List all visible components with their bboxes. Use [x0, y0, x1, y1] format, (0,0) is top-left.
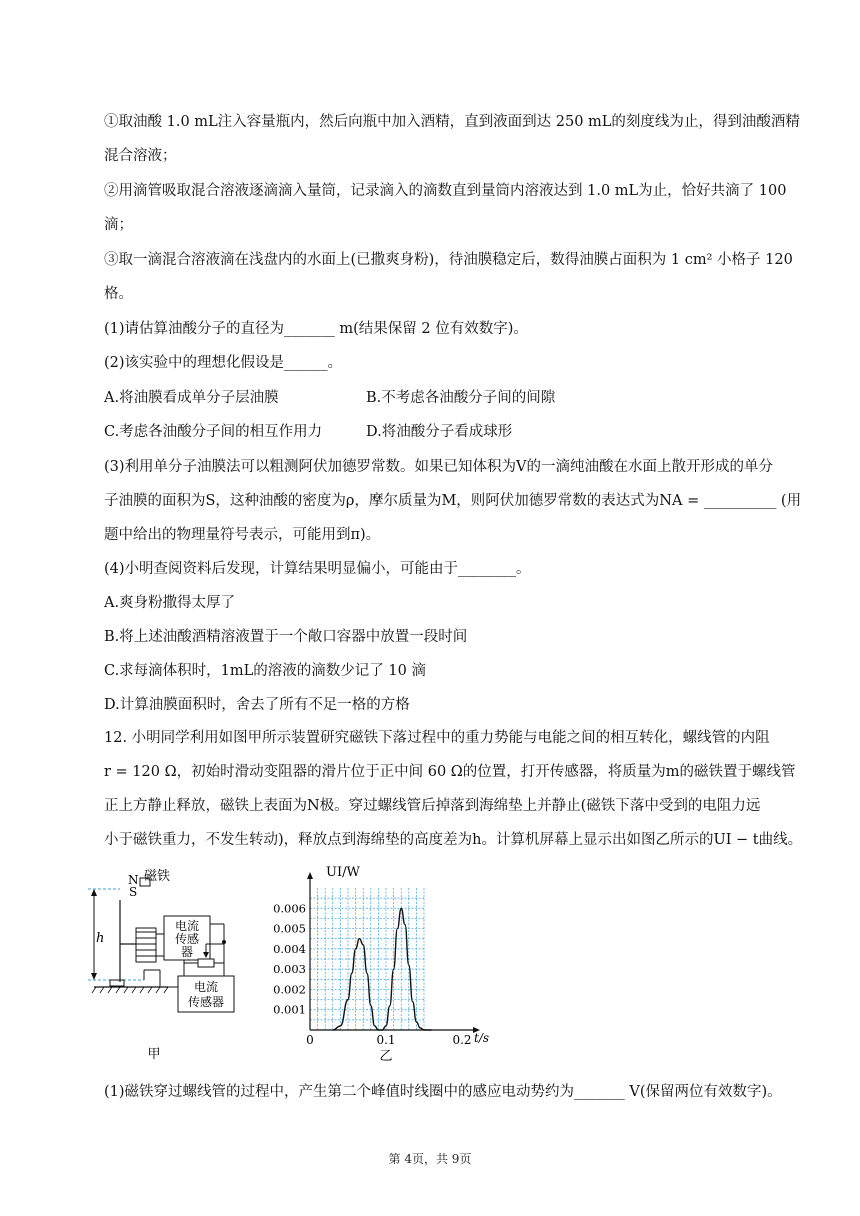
option-2b: B.不考虑各油酸分子间的间隙	[366, 390, 556, 406]
option-2d: D.将油酸分子看成球形	[366, 424, 513, 440]
sensor-bottom-line1: 电流	[193, 980, 219, 994]
question-4: (4)小明查阅资料后发现，计算结果明显偏小，可能由于________。	[104, 561, 531, 577]
problem-12-line1: 12. 小明同学利用如图甲所示装置研究磁铁下落过程中的重力势能与电能之间的相互转化，螺线管的内阻	[104, 730, 770, 746]
y-tick-label: 0.006	[273, 901, 306, 916]
problem-12-line3: 正上方静止释放，磁铁上表面为N极。穿过螺线管后掉落到海绵垫上并静止(磁铁下落中受到的电阻力远	[104, 798, 761, 814]
step2-line1: ②用滴管吸取混合溶液逐滴滴入量筒，记录滴入的滴数直到量筒内溶液达到 1.0 mL为止，恰好共滴了 100	[104, 183, 787, 199]
option-2a: A.将油膜看成单分子层油膜	[104, 390, 279, 406]
figure-yi-chart	[266, 860, 496, 1066]
sensor-top-line3: 器	[180, 945, 194, 959]
sensor-top-line1: 电流	[174, 919, 200, 933]
y-tick-label: 0.002	[273, 982, 306, 997]
sensor-bottom-line2: 传感器	[187, 995, 225, 1009]
figure-jia-apparatus	[84, 864, 254, 1064]
y-tick-label: 0.001	[273, 1002, 306, 1017]
question-3-line1: (3)利用单分子油膜法可以粗测阿伏加德罗常数。如果已知体积为V的一滴纯油酸在水面上散开形成的单分	[104, 459, 774, 475]
y-axis-label: UI/W	[326, 865, 360, 880]
label-magnet: 磁铁	[144, 869, 171, 884]
option-2c: C.考虑各油酸分子间的相互作用力	[104, 424, 323, 440]
y-axis-arrow	[307, 872, 313, 879]
page-footer: 第 4页，共 9页	[388, 1152, 472, 1166]
caption-jia: 甲	[147, 1047, 161, 1062]
label-h: h	[96, 931, 105, 946]
caption-yi: 乙	[379, 1049, 393, 1064]
step3-line2: 格。	[104, 286, 133, 302]
sensor-top-line2: 传感	[174, 932, 200, 946]
y-tick-label: 0.003	[273, 962, 306, 977]
question-1: (1)请估算油酸分子的直径为_______ m(结果保留 2 位有效数字)。	[104, 321, 528, 337]
step2-line2: 滴；	[104, 217, 133, 233]
chart-grid	[310, 888, 424, 1030]
step1-line2: 混合溶液；	[104, 148, 177, 164]
step3-line1: ③取一滴混合溶液滴在浅盘内的水面上(已撒爽身粉)，待油膜稳定后，数得油膜占面积为 1 cm² 小格子 120	[104, 252, 793, 268]
question-12-1: (1)磁铁穿过螺线管的过程中，产生第二个峰值时线圈中的感应电动势约为_______ V(保留两位有效数字)。	[104, 1084, 782, 1100]
chart-ticks	[273, 901, 471, 1047]
option-4c: C.求每滴体积时，1mL的溶液的滴数少记了 10 滴	[104, 663, 426, 679]
question-3-line2: 子油膜的面积为S，这种油酸的密度为ρ，摩尔质量为M，则阿伏加德罗常数的表达式为NA = __________ (用	[104, 493, 802, 509]
question-3-line3: 题中给出的物理量符号表示，可能用到π)。	[104, 527, 381, 543]
problem-12-line4: 小于磁铁重力，不发生转动)，释放点到海绵垫的高度差为h。计算机屏幕上显示出如图乙所示的UI − t曲线。	[104, 832, 803, 848]
question-2: (2)该实验中的理想化假设是______。	[104, 355, 343, 371]
step1-line1: ①取油酸 1.0 mL注入容量瓶内，然后向瓶中加入酒精，直到液面到达 250 mL的刻度线为止，得到油酸酒精	[104, 114, 800, 130]
x-tick-label: 0.1	[376, 1033, 396, 1047]
x-tick-label: 0	[306, 1033, 314, 1047]
x-tick-label: 0.2	[452, 1033, 472, 1047]
y-tick-label: 0.004	[273, 941, 306, 956]
option-4a: A.爽身粉撒得太厚了	[104, 595, 236, 611]
option-4d: D.计算油膜面积时，舍去了所有不足一格的方格	[104, 697, 410, 713]
label-s: S	[129, 885, 138, 899]
option-4b: B.将上述油酸酒精溶液置于一个敞口容器中放置一段时间	[104, 629, 468, 645]
label-n: N	[128, 873, 139, 887]
problem-12-line2: r = 120 Ω，初始时滑动变阻器的滑片位于正中间 60 Ω的位置，打开传感器，将质量为m的磁铁置于螺线管	[104, 764, 796, 780]
x-axis-label: t/s	[474, 1031, 490, 1045]
y-tick-label: 0.005	[273, 921, 306, 936]
